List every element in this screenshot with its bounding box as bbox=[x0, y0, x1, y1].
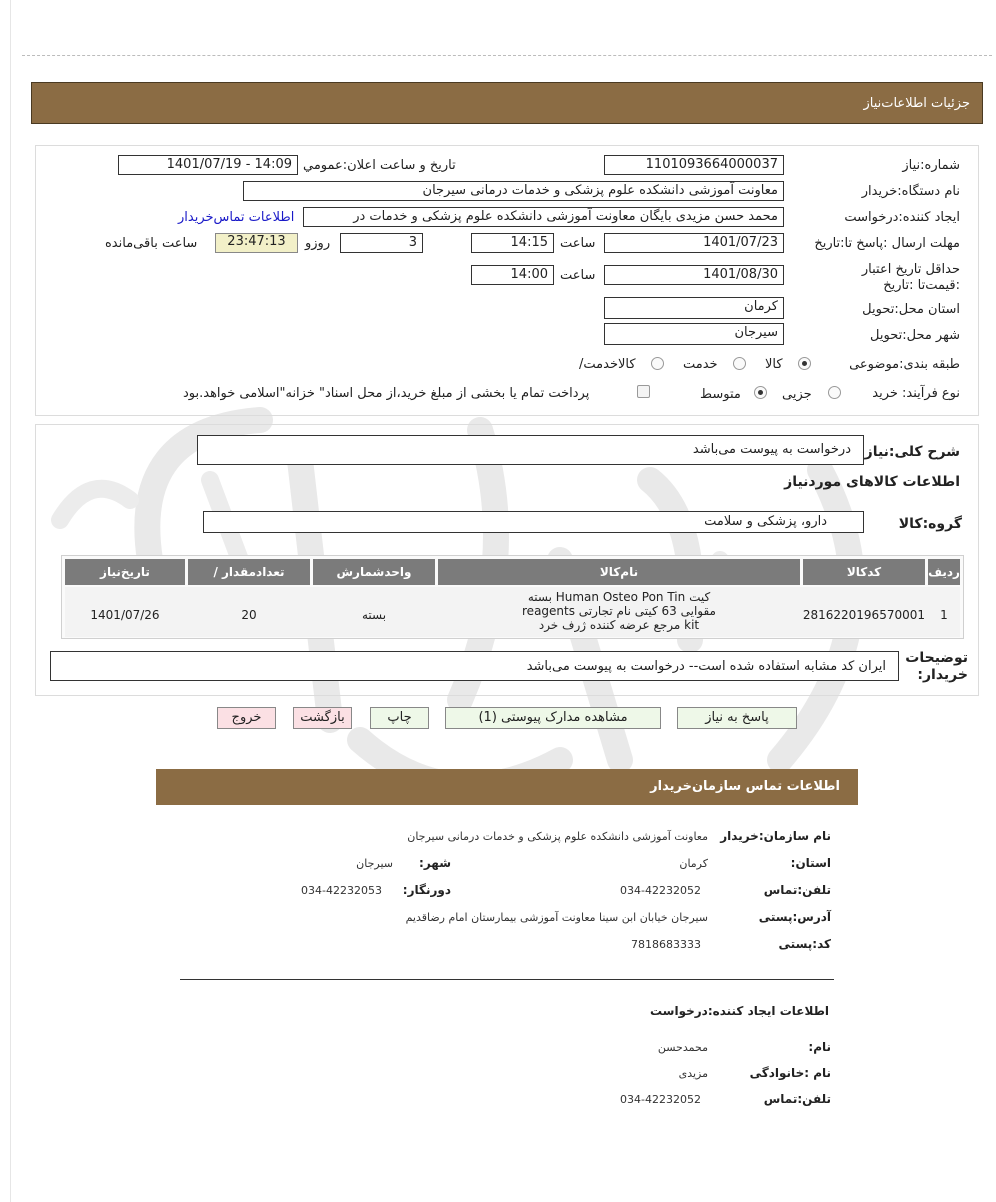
details-header-title: جزئیات اطلاعات‌نیاز bbox=[863, 96, 970, 111]
remaining-label: ساعت باقی‌مانده bbox=[105, 236, 198, 251]
contact-header bbox=[156, 769, 858, 805]
creator-field: محمد حسن مزیدی بایگان معاونت آموزشی دانشکده علوم پزشکی و خدمات در bbox=[303, 207, 784, 227]
creator-family-value: مزیدی bbox=[678, 1067, 708, 1080]
remaining-timer: 23:47:13 bbox=[215, 233, 298, 253]
category-service-label: خدمت bbox=[683, 357, 718, 372]
contact-province-label: :استان bbox=[790, 856, 831, 870]
details-header bbox=[31, 82, 983, 124]
contact-fax-value: 034-42232053 bbox=[301, 884, 382, 897]
cell-code: 2816220196570001 bbox=[802, 608, 925, 622]
process-label: نوع فرآیند: خرید bbox=[872, 386, 960, 401]
days-field: 3 bbox=[340, 233, 423, 253]
announce-label: تاریخ و ساعت اعلان:عمومي bbox=[303, 158, 456, 173]
category-goods-radio[interactable] bbox=[798, 357, 811, 370]
group-field: دارو، پزشکی و سلامت bbox=[203, 511, 864, 533]
process-medium-radio[interactable] bbox=[754, 386, 767, 399]
contact-divider bbox=[180, 979, 834, 980]
th-unit: واحدشمارش bbox=[313, 559, 435, 585]
th-name: نام‌کالا bbox=[438, 559, 800, 585]
cell-qty: 20 bbox=[241, 608, 257, 622]
category-service-radio[interactable] bbox=[733, 357, 746, 370]
buyer-notes-label-1: توضیحات bbox=[905, 650, 968, 666]
contact-phone-value: 034-42232052 bbox=[620, 884, 701, 897]
cell-row: 1 bbox=[940, 608, 948, 622]
buyer-notes-field: ایران کد مشابه استفاده شده است-- درخواست به پیوست می‌باشد bbox=[50, 651, 899, 681]
validity-time-label: ساعت bbox=[560, 268, 596, 283]
creator-phone-label: تلفن:تماس bbox=[763, 1092, 831, 1106]
buyer-field: معاونت آموزشی دانشکده علوم پزشکی و خدمات درمانی سیرجان bbox=[243, 181, 784, 201]
cell-name-line-2: مقوایی 63 کیتی نام تجارتی reagents bbox=[522, 604, 716, 618]
attachments-button[interactable]: مشاهده مدارک پیوستی (1) bbox=[445, 707, 661, 729]
validity-date-field: 1401/08/30 bbox=[604, 265, 784, 285]
contact-city-label: :شهر bbox=[419, 856, 451, 870]
announce-date-field: 1401/07/19 - 14:09 bbox=[118, 155, 298, 175]
th-row: ردیف bbox=[928, 559, 960, 585]
buyer-notes-label bbox=[905, 650, 968, 684]
contact-city-value: سیرجان bbox=[356, 857, 393, 870]
category-label: طبقه بندی:موضوعی bbox=[849, 357, 960, 372]
city-field: سیرجان bbox=[604, 323, 784, 345]
creator-phone-value: 034-42232052 bbox=[620, 1093, 701, 1106]
th-code: کدکالا bbox=[803, 559, 925, 585]
top-divider bbox=[22, 55, 992, 56]
process-minor-label: جزیی bbox=[782, 387, 812, 402]
contact-phone-label: تلفن:تماس bbox=[763, 883, 831, 897]
description-field: درخواست به پیوست می‌باشد bbox=[197, 435, 864, 465]
creator-name-value: محمدحسن bbox=[657, 1041, 708, 1054]
group-label: گروه:کالا bbox=[898, 516, 962, 532]
category-goods-label: کالا bbox=[765, 357, 783, 372]
process-minor-radio[interactable] bbox=[828, 386, 841, 399]
page-left-border bbox=[10, 0, 11, 1202]
creator-info-title: اطلاعات ایجاد کننده:درخواست bbox=[649, 1004, 829, 1018]
org-label: نام سازمان:خریدار bbox=[720, 829, 831, 843]
deadline-time-label: ساعت bbox=[560, 236, 596, 251]
print-button[interactable]: چاپ bbox=[370, 707, 429, 729]
cell-unit: بسته bbox=[361, 608, 387, 622]
goods-heading: اطلاعات کالاهای موردنیاز bbox=[784, 474, 960, 490]
province-label: استان محل:تحویل bbox=[862, 302, 960, 317]
org-value: معاونت آموزشی دانشکده علوم پزشکی و خدمات درمانی سیرجان bbox=[407, 830, 708, 843]
postal-value: 7818683333 bbox=[631, 938, 701, 951]
cell-name-line-3: kit مرجع عرضه کننده ژرف خرد bbox=[538, 618, 700, 632]
cell-date: 1401/07/26 bbox=[90, 608, 160, 622]
validity-time-field: 14:00 bbox=[471, 265, 554, 285]
contact-header-title: اطلاعات تماس سازمان‌خریدار bbox=[650, 779, 840, 794]
deadline-date-field: 1401/07/23 bbox=[604, 233, 784, 253]
back-button[interactable]: بازگشت bbox=[293, 707, 352, 729]
province-field: کرمان bbox=[604, 297, 784, 319]
category-both-radio[interactable] bbox=[651, 357, 664, 370]
buyer-contact-link[interactable]: اطلاعات تماس‌خریدار bbox=[178, 210, 295, 225]
city-label: شهر محل:تحویل bbox=[870, 328, 960, 343]
category-both-label: /کالاخدمت bbox=[579, 357, 636, 372]
reply-button[interactable]: پاسخ به نیاز bbox=[677, 707, 797, 729]
creator-family-label: نام :خانوادگی bbox=[749, 1066, 831, 1080]
treasury-checkbox[interactable] bbox=[637, 385, 650, 398]
th-qty: / تعدادمقدار bbox=[188, 559, 310, 585]
cell-name-line-1: کیت Human Osteo Pon Tin بسته bbox=[527, 590, 711, 604]
creator-label: ایجاد کننده:درخواست bbox=[844, 210, 960, 225]
deadline-time-field: 14:15 bbox=[471, 233, 554, 253]
creator-name-label: :نام bbox=[808, 1040, 831, 1054]
need-number-field: 1101093664000037 bbox=[604, 155, 784, 175]
need-number-label: شماره:نیاز bbox=[902, 158, 960, 173]
buyer-label: نام دستگاه:خریدار bbox=[861, 184, 960, 199]
description-label: شرح کلی:نیاز bbox=[864, 444, 960, 460]
treasury-note: پرداخت تمام یا بخشی از مبلغ خرید،از محل اسناد" خزانه"اسلامی خواهد.بود bbox=[183, 386, 590, 401]
days-label: روزو bbox=[305, 236, 331, 251]
contact-fax-label: :دورنگار bbox=[402, 883, 451, 897]
address-label: آدرس:پستی bbox=[758, 910, 831, 924]
process-medium-label: متوسط bbox=[700, 387, 741, 402]
deadline-label: مهلت ارسال :پاسخ تا:تاریخ bbox=[814, 236, 960, 251]
th-date: تاریخ‌نیاز bbox=[65, 559, 185, 585]
address-value: سیرجان خیابان ابن سینا معاونت آموزشی بیمارستان امام رضاقدیم bbox=[405, 911, 708, 924]
exit-button[interactable]: خروج bbox=[217, 707, 276, 729]
validity-label: حداقل تاریخ اعتبار :قیمت‌تا :تاریخ bbox=[861, 262, 960, 293]
postal-label: کد:پستی bbox=[778, 937, 831, 951]
cell-name bbox=[438, 590, 800, 632]
buyer-notes-label-2: :خریدار bbox=[917, 667, 968, 683]
contact-province-value: کرمان bbox=[679, 857, 708, 870]
